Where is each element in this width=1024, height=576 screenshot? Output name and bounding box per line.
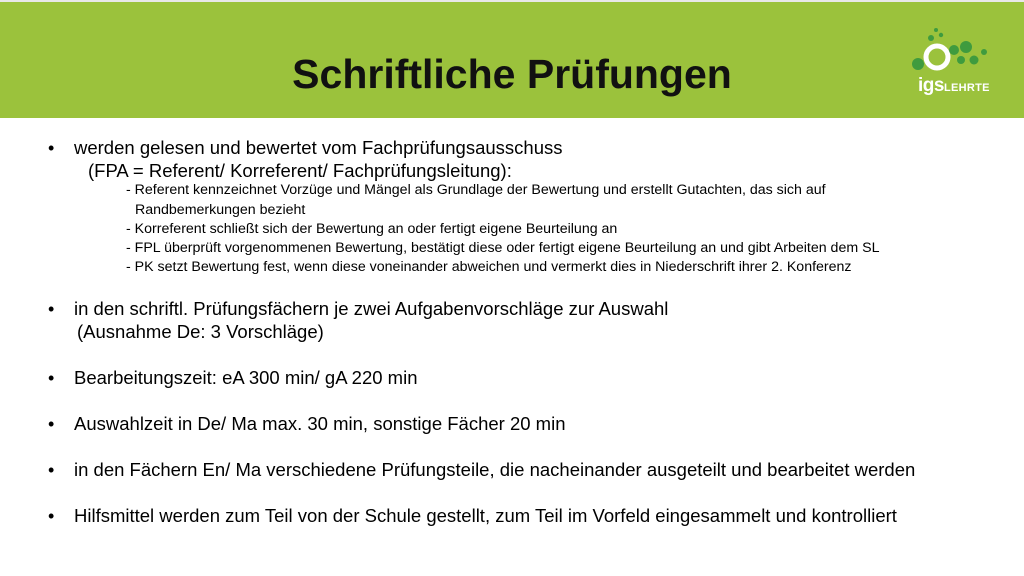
slide-title: Schriftliche Prüfungen [292, 51, 732, 97]
logo-wordmark [918, 76, 990, 98]
bullet-marker: • [48, 506, 55, 526]
bullet-text: Auswahlzeit in De/ Ma max. 30 min, sonstige Fächer 20 min [74, 413, 566, 434]
bullet-marker: • [48, 138, 55, 158]
bullet-subtext: (FPA = Referent/ Korreferent/ Fachprüfungsleitung): [88, 160, 512, 181]
bullet-text: werden gelesen und bewertet vom Fachprüfungsausschuss [74, 137, 563, 158]
bullet-marker: • [48, 414, 55, 434]
bullet-subtext: (Ausnahme De: 3 Vorschläge) [77, 321, 324, 342]
sub-item: - FPL überprüft vorgenommenen Bewertung, bestätigt diese oder fertigt eigene Beurteilung an und gibt Arbeiten dem SL [126, 240, 880, 256]
logo-word-igs: igs [918, 75, 944, 96]
bullet-text: Bearbeitungszeit: eA 300 min/ gA 220 min [74, 367, 418, 388]
bullet-marker: • [48, 299, 55, 319]
bullet-marker: • [48, 368, 55, 388]
bullet-text: Hilfsmittel werden zum Teil von der Schule gestellt, zum Teil im Vorfeld eingesammelt und kontrolliert [74, 505, 897, 526]
title-banner [0, 0, 1024, 118]
sub-item: - Korreferent schließt sich der Bewertung an oder fertigt eigene Beurteilung an [126, 221, 618, 237]
bullet-marker: • [48, 460, 55, 480]
sub-item: - Referent kennzeichnet Vorzüge und Mängel als Grundlage der Bewertung und erstellt Gutachten, das sich auf [126, 182, 826, 198]
sub-item: - PK setzt Bewertung fest, wenn diese voneinander abweichen und vermerkt dies in Niederschrift ihrer 2. Konferenz [126, 259, 852, 275]
bullet-text: in den schriftl. Prüfungsfächern je zwei Aufgabenvorschläge zur Auswahl [74, 298, 669, 319]
bullet-text: in den Fächern En/ Ma verschiedene Prüfungsteile, die nacheinander ausgeteilt und bearbeitet werden [74, 459, 916, 480]
school-logo [906, 24, 1002, 102]
sub-item: Randbemerkungen bezieht [135, 202, 306, 218]
logo-word-lehrte: LEHRTE [943, 82, 990, 94]
